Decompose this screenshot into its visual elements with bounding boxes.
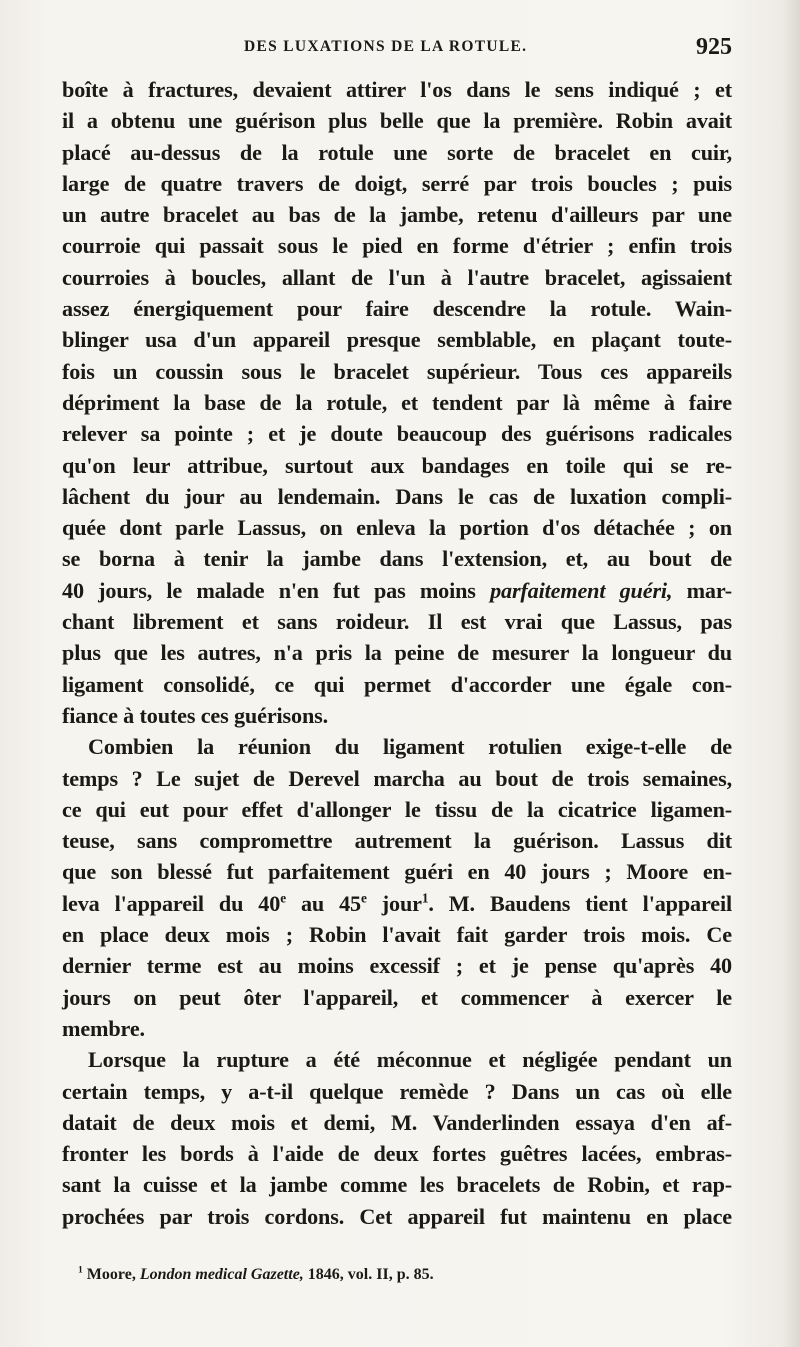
text-line: un autre bracelet au bas de la jambe, retenu d'ailleurs par une xyxy=(62,202,732,228)
text-segment: mar- xyxy=(672,577,732,603)
text-line: se borna à tenir la jambe dans l'extension, et, au bout de xyxy=(62,546,732,572)
text-line: courroie qui passait sous le pied en forme d'étrier ; enfin trois xyxy=(62,233,732,259)
footnote-journal: London medical Gazette, xyxy=(139,1266,304,1283)
text-line: temps ? Le sujet de Derevel marcha au bout de trois semaines, xyxy=(62,765,732,791)
text-line: ligament consolidé, ce qui permet d'accorder une égale con- xyxy=(62,671,732,697)
text-line: blinger usa d'un appareil presque semblable, en plaçant toute- xyxy=(62,327,732,353)
text-line: fiance à toutes ces guérisons. xyxy=(62,702,329,728)
text-line: prochées par trois cordons. Cet appareil fut maintenu en place xyxy=(62,1203,732,1229)
text-line: teuse, sans compromettre autrement la guérison. Lassus dit xyxy=(62,828,732,854)
text-line: qu'on leur attribue, surtout aux bandages en toile qui se re- xyxy=(62,452,732,478)
text-line: sant la cuisse et la jambe comme les bracelets de Robin, et rap- xyxy=(62,1172,732,1198)
text-line-with-footnote-ref xyxy=(62,888,732,919)
text-line: fronter les bords à l'aide de deux fortes guêtres lacées, embras- xyxy=(62,1141,732,1167)
text-line: il a obtenu une guérison plus belle que la première. Robin avait xyxy=(62,108,732,134)
text-line: que son blessé fut parfaitement guéri en 40 jours ; Moore en- xyxy=(62,859,732,885)
italic-phrase: parfaitement guéri, xyxy=(490,577,673,603)
text-segment: jour xyxy=(366,890,422,916)
text-line: boîte à fractures, devaient attirer l'os dans le sens indiqué ; et xyxy=(62,77,732,102)
text-line: lâchent du jour au lendemain. Dans le cas de luxation compli- xyxy=(62,483,732,509)
text-line: quée dont parle Lassus, on enleva la portion d'os détachée ; on xyxy=(62,515,732,541)
text-line: certain temps, y a-t-il quelque remède ? Dans un cas où elle xyxy=(62,1078,732,1104)
text-line: large de quatre travers de doigt, serré par trois boucles ; puis xyxy=(62,170,732,196)
text-line: fois un coussin sous le bracelet supérieur. Tous ces appareils xyxy=(62,358,732,384)
superscript: e xyxy=(361,890,367,906)
text-line: datait de deux mois et demi, M. Vanderlinden essaya d'en af- xyxy=(62,1109,732,1135)
footnote-marker: 1 xyxy=(78,1264,83,1276)
paragraph-start: Combien la réunion du ligament rotulien exige-t-elle de xyxy=(88,734,732,760)
footnote-reference: 1846, vol. II, p. 85. xyxy=(307,1266,434,1283)
text-segment: au 45 xyxy=(285,890,361,916)
text-line: placé au-dessus de la rotule une sorte de bracelet en cuir, xyxy=(62,139,732,165)
body-text xyxy=(62,74,732,1232)
text-segment: . M. Baudens tient l'appareil xyxy=(428,890,732,916)
text-line: relever sa pointe ; et je doute beaucoup des guérisons radicales xyxy=(62,421,732,447)
text-line: membre. xyxy=(62,1015,145,1041)
page-number: 925 xyxy=(696,34,732,60)
footnote xyxy=(78,1266,434,1284)
footnote-ref: 1 xyxy=(421,890,429,906)
running-head: DES LUXATIONS DE LA ROTULE. xyxy=(244,38,528,55)
text-line: en place deux mois ; Robin l'avait fait garder trois mois. Ce xyxy=(62,922,732,948)
page-header xyxy=(62,34,732,68)
text-line: plus que les autres, n'a pris la peine de mesurer la longueur du xyxy=(62,640,732,666)
text-line-italic-phrase xyxy=(62,575,732,606)
text-segment: 40 jours, le malade n'en fut pas moins xyxy=(62,577,491,603)
text-line: assez énergiquement pour faire descendre la rotule. Wain- xyxy=(62,296,732,322)
text-line: courroies à boucles, allant de l'un à l'autre bracelet, agissaient xyxy=(62,264,732,290)
paragraph-start: Lorsque la rupture a été méconnue et négligée pendant un xyxy=(88,1047,732,1073)
footnote-author: Moore, xyxy=(86,1266,136,1283)
text-line: jours on peut ôter l'appareil, et commencer à exercer le xyxy=(62,984,732,1010)
text-line: dépriment la base de la rotule, et tendent par là même à faire xyxy=(62,389,732,415)
page-edge-shadow xyxy=(782,0,800,1347)
text-line: ce qui eut pour effet d'allonger le tissu de la cicatrice ligamen- xyxy=(62,796,732,822)
text-segment: leva l'appareil du 40 xyxy=(62,890,281,916)
text-line: chant librement et sans roideur. Il est vrai que Lassus, pas xyxy=(62,609,732,635)
superscript: e xyxy=(280,890,286,906)
text-line: dernier terme est au moins excessif ; et je pense qu'après 40 xyxy=(62,953,732,979)
